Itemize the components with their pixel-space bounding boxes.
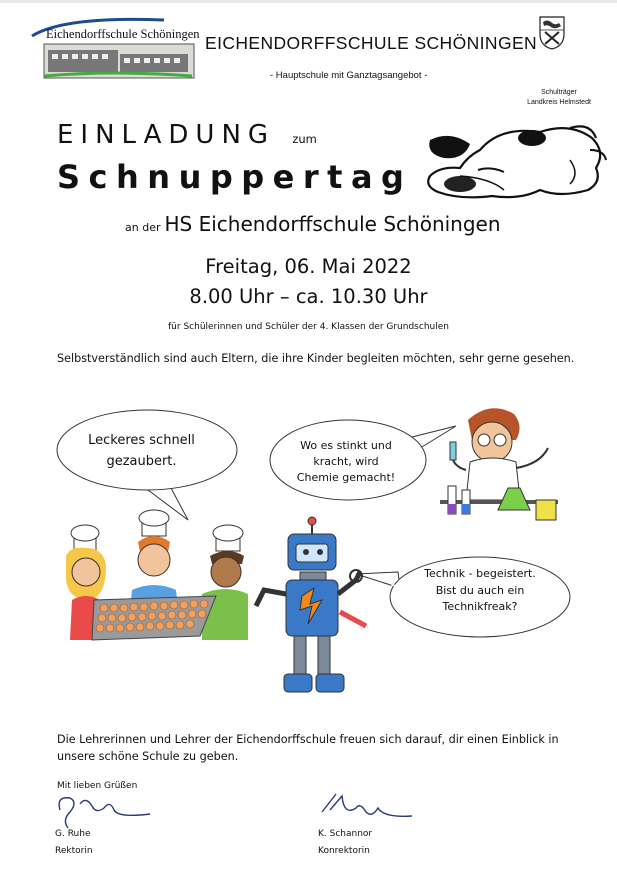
robot-icon xyxy=(256,517,366,692)
signatory-2-role: Konrektorin xyxy=(318,846,370,856)
school-text: HS Eichendorffschule Schöningen xyxy=(164,212,501,236)
signatory-2-name: K. Schannor xyxy=(318,829,373,839)
signatory-1-name: G. Ruhe xyxy=(55,829,91,839)
tech-line-3: Technikfreak? xyxy=(442,600,518,613)
signatory-1 xyxy=(55,826,93,860)
event-date: Freitag, 06. Mai 2022 xyxy=(205,255,412,278)
schnuppertag-word: Schnuppertag xyxy=(57,158,413,196)
closing-text: Die Lehrerinnen und Lehrer der Eichendorffschule freuen sich darauf, dir einen Einblick in unsere schöne Schule zu geben. xyxy=(57,733,559,763)
school-name: EICHENDORFFSCHULE SCHÖNINGEN xyxy=(205,33,538,53)
einladung-word: EINLADUNG xyxy=(57,120,276,150)
school-subtitle: - Hauptschule mit Ganztagsangebot - xyxy=(270,70,428,81)
signatory-1-role: Rektorin xyxy=(55,846,93,856)
chemistry-line-1: Wo es stinkt und xyxy=(300,439,392,452)
an-der-text: an der xyxy=(125,221,161,234)
cooking-line-2: gezaubert. xyxy=(106,454,177,469)
audience-text: für Schülerinnen und Schüler der 4. Klassen der Grundschulen xyxy=(168,322,449,332)
parents-note: Selbstverständlich sind auch Eltern, die ihre Kinder begleiten möchten, sehr gerne gesehen. xyxy=(57,352,575,365)
chemistry-bubble-text xyxy=(286,438,406,486)
signature-icon xyxy=(59,794,412,828)
tech-line-1: Technik - begeistert. xyxy=(424,567,536,580)
greeting: Mit lieben Grüßen xyxy=(57,781,138,791)
chemistry-line-2: kracht, wird xyxy=(313,455,379,468)
cooking-bubble-text xyxy=(84,430,199,472)
event-time: 8.00 Uhr – ca. 10.30 Uhr xyxy=(189,285,428,308)
traeger-label: Schulträger xyxy=(541,89,577,96)
traeger-name: Landkreis Helmstedt xyxy=(527,99,591,106)
logo-text: Eichendorffschule Schöningen xyxy=(46,27,200,41)
signatory-2 xyxy=(318,826,372,860)
tech-line-2: Bist du auch ein xyxy=(435,583,525,597)
scientist-icon xyxy=(440,408,558,520)
chemistry-line-3: Chemie gemacht! xyxy=(296,471,396,484)
cooking-kids-icon xyxy=(66,510,248,640)
cooking-line-1: Leckeres schnell xyxy=(88,433,195,448)
tech-bubble-text xyxy=(400,566,560,616)
zum-word: zum xyxy=(292,132,317,146)
